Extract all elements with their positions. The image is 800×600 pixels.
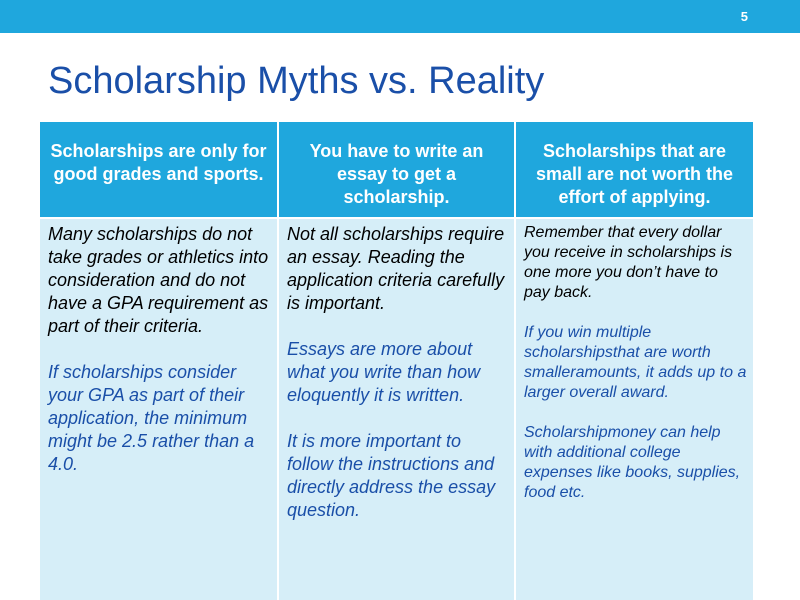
reality-3-paragraph-1: Remember that every dollar you receive in scholarships is one more you don’t have to pay back. [524, 224, 733, 301]
reality-2-paragraph-2: Essays are more about what you write than how eloquently it is written. [287, 339, 481, 405]
reality-1-paragraph-2: If scholarships consider your GPA as part of their application, the minimum might be 2.5 rather than a 4.0. [48, 362, 255, 474]
myth-header-1: Scholarships are only for good grades and sports. [40, 122, 277, 217]
reality-2-paragraph-3: It is more important to follow the instructions and directly address the essay question. [287, 431, 496, 520]
reality-cell-1 [40, 219, 277, 600]
myths-reality-table [40, 122, 753, 600]
slide-title: Scholarship Myths vs. Reality [48, 60, 545, 102]
top-bar [0, 0, 800, 33]
reality-1-paragraph-1: Many scholarships do not take grades or athletics into consideration and do not have a GPA requirement as part of their criteria. [48, 224, 269, 336]
myth-header-3: Scholarships that are small are not worth the effort of applying. [516, 122, 753, 217]
reality-3-paragraph-3: Scholarshipmoney can help with additional college expenses like books, supplies, food etc. [524, 424, 741, 501]
reality-cell-3 [516, 219, 753, 600]
myth-header-2: You have to write an essay to get a scholarship. [279, 122, 514, 217]
reality-3-paragraph-2: If you win multiple scholarshipsthat are worth smalleramounts, it adds up to a larger overall award. [524, 324, 747, 401]
slide-number: 5 [740, 9, 748, 24]
reality-cell-2 [279, 219, 514, 600]
reality-2-paragraph-1: Not all scholarships require an essay. Reading the application criteria carefully is important. [287, 224, 505, 313]
